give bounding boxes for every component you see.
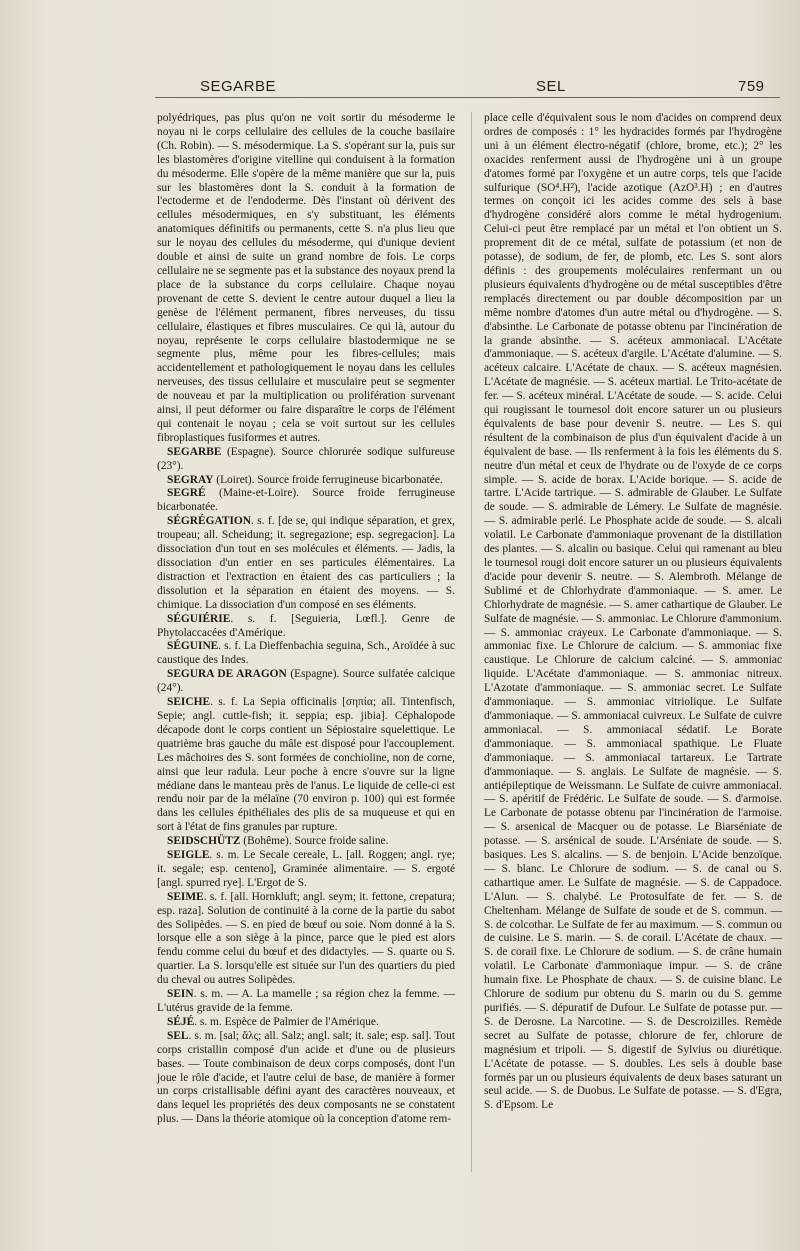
entry-headword: SÉGUIÉRIE	[167, 612, 231, 625]
dictionary-entry	[157, 640, 455, 668]
entry-headword: SÉGUINE	[167, 640, 219, 653]
entry-text: . s. f. La Sepia officinalis [σηπία; all. Tintenfisch, Sepie; angl. cuttle-fish; it. seppia; esp. jibia]. Céphalopode décapode dont le corps contient un Sépiostaire squelettique. Le quatrième bras gauche du mâle est disposé pour l'accouplement. Les mâchoires des S. sont formées de conchioline, non de corne, ainsi que leur radula. Leur poche à encre s'ouvre sur la ligne médiane dans le manteau près de l'anus. Le liquide de celle-ci est rendu noir par de la mélaïne (70 environ p. 100) qui est formée dans les cellules épithéliales des plis de sa muqueuse et qui en sort à l'état de fins granules par rupture.	[157, 696, 455, 834]
running-header	[0, 78, 800, 98]
entry-text: polyédriques, pas plus qu'on ne voit sortir du mésoderme le noyau ni le corps cellulaire des cellules de la couche basilaire (Ch. Robin). — S. mésodermique. La S. s'opérant sur la, puis sur les blastomères d'origine vitelline qui conduisent à la formation du mésoderme. Elle s'opère de la même manière que sur la, puis sur les blastomères dont la S. conduit à la formation de l'ectoderme et de l'endoderme. Dès l'instant où dérivent des cellules mésodermiques, en s'y substituant, les éléments anatomiques définitifs ou permanents, cette S. n'a plus lieu que sur le noyau des cellules du mésoderme, qui d'unique devient double et ainsi de suite un grand nombre de fois. Le corps cellulaire ne se segmente pas et la substance des noyaux prend la place de la substance du corps cellulaire. Chaque noyau provenant de cette S. devient le centre autour duquel a lieu la genèse de l'élément permanent, fibres nerveuses, du tissu cellulaire, élastiques et fibres musculaires. Ce qui là, autour du noyau, représente le corps cellulaire blastodermique ne se segmente plus, même pour les fibres-cellules; mais accidentellement et pathologiquement le noyau dans les cellules nerveuses, des tissus cellulaire et musculaire peut se segmenter de nouveau et par la multiplication ou prolifération survenant ainsi, il peut déformer ou faire disparaître le corps de l'élément qui contenait le noyau ; cela se voit surtout sur les cellules fibroplastiques fusiformes et autres.	[157, 112, 455, 444]
dictionary-entry	[157, 696, 455, 835]
entry-headword: SEGURA DE ARAGON	[167, 668, 287, 681]
entry-headword: SEGRÉ	[167, 487, 206, 500]
header-left-guideword: SEGARBE	[200, 78, 277, 95]
entry-text: (Bohême). Source froide saline.	[240, 835, 389, 848]
entry-continuation	[157, 112, 455, 446]
dictionary-entry	[157, 613, 455, 641]
dictionary-entry	[157, 446, 455, 474]
entry-headword: SEGRAY	[167, 473, 214, 486]
dictionary-entry	[157, 474, 455, 488]
entry-headword: SEIME	[167, 890, 204, 903]
dictionary-entry	[157, 515, 455, 612]
entry-text: . s. f. [de se, qui indique séparation, et grex, troupeau; all. Scheidung; it. segregazione; esp. segregacion]. La dissociation d'un tout en ses molécules et éléments. — Jadis, la dissociation d'un entier en ses particules élémentaires. La distraction et l'extraction en étaient des cas particuliers ; la dissolution et la séparation en étaient des moyens. — S. chimique. La dissociation d'un composé en ses éléments.	[157, 515, 455, 611]
entry-continuation	[484, 112, 782, 1113]
entry-text: . s. m. [sal; ἅλς; all. Salz; angl. salt; it. sale; esp. sal]. Tout corps cristallin composé d'un acide et d'une ou de plusieurs bases. — Toute combinaison de deux corps composés, dont l'un joue le rôle d'acide, et l'autre celui de base, de manière à former un corps cristallisable défini ayant des caractères nouveaux, et dans lequel les propriétés des deux composants ne se constatent plus. — Dans la théorie atomique où la conception d'atome rem-	[157, 1029, 455, 1126]
dictionary-entry	[157, 891, 455, 988]
entry-text: (Loiret). Source froide ferrugineuse bicarbonatée.	[213, 473, 443, 486]
header-right-guideword: SEL	[536, 78, 566, 95]
entry-text: (Espagne). Source chlorurée sodique sulfureuse (23°).	[157, 445, 455, 472]
column-divider	[471, 112, 472, 1172]
entry-text: . s. m. Espèce de Palmier de l'Amérique.	[194, 1015, 379, 1028]
header-rule	[155, 97, 780, 98]
entry-headword: SEGARBE	[167, 445, 222, 458]
dictionary-entry	[157, 1016, 455, 1030]
entry-text: . s. f. [all. Hornkluft; angl. seym; it. fettone, crepatura; esp. raza]. Solution de continuité à la corne de la partie du sabot des Solipèdes. — S. en pied de bœuf ou soie. Nom donné à la S. lorsque elle a son siège à la pince, parce que le pied est alors fendu comme celui du bœuf et des didactyles. — S. quarte ou S. quartier. La S. lorsqu'elle est située sur l'un des quartiers du pied du cheval ou autres Solipèdes.	[157, 890, 455, 987]
entry-text: . s. m. Le Secale cereale, L. [all. Roggen; angl. rye; it. segale; esp. centeno], Graminée alimentaire. — S. ergoté [angl. spurred rye]. L'Ergot de S.	[157, 849, 455, 889]
entry-headword: SEL	[167, 1029, 189, 1042]
entry-text: place celle d'équivalent sous le nom d'acides on comprend deux ordres de composés : 1° les hydracides formés par l'hydrogène uni à un élément électro-négatif (chlore, brome, etc.); 2° les oxacides renferment aussi de l'hydrogène uni à un groupe d'atomes formé par l'oxygène et un autre corps, tels que l'acide sulfurique (SO⁴.H²), l'acide azotique (AzO³.H) ; en d'autres termes on conçoit ici les acides comme des sels à base d'hydrogène considéré alors comme le métal hydrogenium. Celui-ci peut être remplacé par un métal et l'on obtient un S. proprement dit de ce métal, sulfate de potassium (et non de potasse), de sodium, de fer, de plomb, etc. Les S. sont alors définis : des groupements moléculaires renfermant un ou plusieurs équivalents d'hydrogène ou de métal susceptibles d'être remplacés directement ou par double décomposition par un même nombre d'atomes d'un autre métal ou d'hydrogène. — S. d'absinthe. Le Carbonate de potasse obtenu par l'incinération de la grande absinthe. — S. acéteux ammoniacal. L'Acétate d'ammoniaque. — S. acéteux d'argile. L'Acétate d'alumine. — S. acéteux calcaire. L'Acétate de chaux. — S. acéteux magnésien. L'Acétate de magnésie. — S. acéteux martial. Le Trito-acétate de fer. — S. acéteux minéral. L'Acétate de soude. — S. acide. Celui qui rougissant le tournesol doit encore saturer un ou plusieurs équivalents de base pour devenir S. neutre. — Les S. qui résultent de la combinaison de plus d'un équivalent d'acide à un équivalent de base. — Ils renferment à la fois les éléments du S. neutre d'un métal et ceux de l'hydrate ou de l'oxyde de ce corps simple. — S. acide de borax. L'Acide borique. — S. acide de tartre. L'Acide tartrique. — S. admirable de Glauber. Le Sulfate de soude. — S. admirable de Lémery. Le Sulfate de magnésie. — S. admirable perlé. Le Phosphate acide de soude. — S. alcali volatil. Le Carbonate d'ammoniaque provenant de la distillation des plantes. — S. alcalin ou basique. Celui qui ramenant au bleu le tournesol rougi doit encore saturer un ou plusieurs équivalents d'acide pour devenir S. neutre. — S. Alembroth. Mélange de Sublimé et de Chlorhydrate d'ammoniaque. — S. amer. Le Chlorhydrate de magnésie. — S. amer cathartique de Glauber. Le Sulfate de magnésie. — S. ammoniac. Le Chlorure d'ammonium. — S. ammoniac crayeux. Le Carbonate d'ammoniaque. — S. ammoniac fixe. Le Chlorure de calcium. — S. ammoniac fixe caustique. Le Chlorure de calcium calciné. — S. ammoniac liquide. L'Acétate d'ammoniaque. — S. ammoniac nitreux. L'Azotate d'ammoniaque. — S. ammoniac secret. Le Sulfate d'ammoniaque. — S. ammoniac vitriolique. Le Sulfate d'ammoniaque. — S. ammoniacal cuivreux. Le Sulfate de cuivre ammoniacal. — S. ammoniacal sédatif. Le Borate d'ammoniaque. — S. ammoniacal spathique. Le Fluate d'ammoniaque. — S. ammoniacal tartareux. Le Tartrate d'ammoniaque. — S. anglais. Le Sulfate de magnésie. — S. antiépileptique de Weissmann. Le Sulfate de cuivre ammoniacal. — S. apéritif de Frédéric. Le Sulfate de soude. — S. d'armoise. Le Carbonate de potasse obtenu par l'incinération de l'armoise. — S. arsenical de Macquer ou de potasse. Le Biarséniate de potasse. — S. arsénical de soude. L'Arséniate de soude. — S. basiques. Les S. alcalins. — S. de benjoin. L'Acide benzoïque. — S. blanc. Le Chlorure de sodium. — S. de canal ou S. cathartique amer. Le Sulfate de magnésie. — S. de Cappadoce. L'Alun. — S. chalybé. Le Protosulfate de fer. — S. de Cheltenham. Mélange de Sulfate de soude et de S. commun. — S. de colcothar. Le Sulfate de fer au maximum. — S. commun ou de cuisine. Le S. marin. — S. de corail. L'Acétate de chaux. — S. de corail fixe. Le Chlorure de sodium. — S. de crâne humain volatil. Le Carbonate d'ammoniaque impur. — S. de crâne humain fixe. Le Phosphate de chaux. — S. de cuisine blanc. Le Chlorure de sodium pur obtenu du S. marin ou du S. gemme purifiés. — S. dépuratif de Dufour. Le Sulfate de potasse pur. — S. de Derosne. La Narcotine. — S. de Descroizilles. Remède secret au Sulfate de potasse, chlorure de fer, chlorure de magnésium et tripoli. — S. digestif de Sylvius ou diurétique. L'Acétate de potasse. — S. doubles. Les sels à double base formés par un ou plusieurs équivalents de deux bases saturant un seul acide. — S. de Duobus. Le Sulfate de potasse. — S. d'Egra, S. d'Epsom. Le	[484, 112, 782, 1112]
dictionary-entry	[157, 487, 455, 515]
entry-text: (Espagne). Source sulfatée calcique (24°).	[157, 668, 456, 695]
entry-text: . s. m. — A. La mamelle ; sa région chez la femme. — L'utérus gravide de la femme.	[157, 988, 455, 1014]
entry-text: . s. f. La Dieffenbachia seguina, Sch., Aroïdée à suc caustique des Indes.	[157, 640, 455, 667]
entry-headword: SEIN	[167, 988, 194, 1001]
page-number: 759	[738, 78, 765, 95]
dictionary-entry	[157, 849, 455, 891]
entry-headword: SEIDSCHÜTZ	[167, 835, 241, 848]
dictionary-entry	[157, 1030, 455, 1127]
entry-headword: SEICHE	[167, 696, 211, 709]
dictionary-entry	[157, 668, 455, 696]
entry-headword: SEIGLE	[167, 849, 210, 862]
entry-text: (Maine-et-Loire). Source froide ferrugineuse bicarbonatée.	[157, 487, 455, 514]
entry-headword: SÉJÉ	[167, 1015, 195, 1028]
entry-text: . s. f. [Seguieria, Lœfl.]. Genre de Phytolaccacées d'Amérique.	[157, 612, 455, 639]
entry-headword: SÉGRÉGATION	[167, 515, 251, 528]
left-column	[157, 112, 455, 1127]
dictionary-entry	[157, 988, 455, 1016]
dictionary-entry	[157, 835, 455, 849]
right-column	[484, 112, 782, 1113]
